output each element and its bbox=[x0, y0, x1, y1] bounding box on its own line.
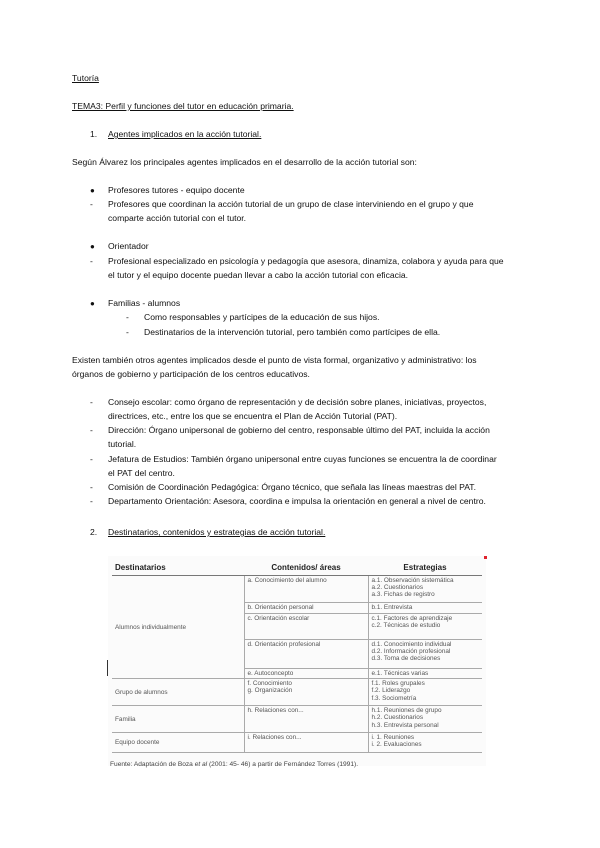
strategies-table bbox=[112, 558, 482, 753]
tutorial-strategies-table bbox=[108, 556, 486, 766]
dash-marker: - bbox=[90, 397, 93, 407]
dash-marker: - bbox=[90, 482, 93, 492]
recipient-cell: Familia bbox=[112, 706, 244, 733]
doc-title: Tutoría bbox=[72, 73, 99, 83]
section2-title: Destinatarios, contenidos y estrategias de acción tutorial. bbox=[108, 527, 326, 537]
dash-marker: - bbox=[126, 327, 129, 337]
table-row bbox=[112, 576, 482, 603]
dash-marker: - bbox=[90, 256, 93, 266]
group-title-counselor: Orientador bbox=[108, 241, 149, 251]
table-row bbox=[112, 679, 482, 706]
organ-item-line: Comisión de Coordinación Pedagógica: Órgano técnico, que señala las líneas maestras del PAT. bbox=[108, 482, 476, 492]
table-source-caption bbox=[110, 761, 358, 768]
group-families-item: Como responsables y partícipes de la educación de sus hijos. bbox=[144, 312, 380, 322]
organ-item-line: Departamento Orientación: Asesora, coordina e impulsa la orientación en general a nivel de centro. bbox=[108, 496, 486, 506]
group-title-families: Familias - alumnos bbox=[108, 298, 181, 308]
theme-heading: TEMA3: Perfil y funciones del tutor en educación primaria. bbox=[72, 101, 294, 111]
organ-item-line: Dirección: Órgano unipersonal de gobierno del centro, responsable último del PAT, incluida la acción bbox=[108, 425, 490, 435]
organ-item-line: Jefatura de Estudios: También órgano unipersonal entre cuyas funciones se encuentra la de coordinar bbox=[108, 454, 497, 464]
content-cell: f. Conocimiento g. Organización bbox=[244, 679, 368, 706]
bullet-icon: ● bbox=[90, 299, 95, 308]
organ-item-line: el PAT del centro. bbox=[108, 468, 175, 478]
dash-marker: - bbox=[90, 199, 93, 209]
section1-title: Agentes implicados en la acción tutorial. bbox=[108, 129, 262, 139]
organ-item-line: Consejo escolar: como órgano de representación y de decisión sobre planes, iniciativas, proyectos, bbox=[108, 397, 487, 407]
strategy-cell: i. 1. Reuniones i. 2. Evaluaciones bbox=[368, 733, 482, 753]
bullet-icon: ● bbox=[90, 186, 95, 195]
header-strategies: Estrategias bbox=[368, 558, 482, 576]
paragraph-line: órganos de gobierno y participación de los centros educativos. bbox=[72, 369, 310, 379]
strategy-cell: h.1. Reuniones de grupo h.2. Cuestionarios h.3. Entrevista personal bbox=[368, 706, 482, 733]
content-cell: e. Autoconcepto bbox=[244, 669, 368, 679]
image-corner-mark bbox=[484, 556, 487, 559]
recipient-cell: Alumnos individualmente bbox=[112, 576, 244, 679]
content-cell: c. Orientación escolar bbox=[244, 614, 368, 640]
recipient-cell: Grupo de alumnos bbox=[112, 679, 244, 706]
source-text: Fuente: Adaptación de Boza bbox=[110, 761, 195, 768]
dash-marker: - bbox=[90, 496, 93, 506]
bullet-icon: ● bbox=[90, 242, 95, 251]
content-cell: h. Relaciones con... bbox=[244, 706, 368, 733]
group-counselor-line: Profesional especializado en psicología y pedagogía que asesora, dinamiza, colabora y ayuda para que bbox=[108, 256, 504, 266]
strategy-cell: d.1. Conocimiento individual d.2. Información profesional d.3. Toma de decisiones bbox=[368, 640, 482, 669]
strategy-cell: f.1. Roles grupales f.2. Liderazgo f.3. Sociometría bbox=[368, 679, 482, 706]
source-text: (2001: 45- 46) a partir de Fernández Torres (1991). bbox=[207, 761, 359, 768]
group-teachers-line: comparte acción tutorial con el tutor. bbox=[108, 213, 247, 223]
group-counselor-line: el tutor y el equipo docente puedan llevar a cabo la acción tutorial con eficacia. bbox=[108, 270, 409, 280]
organ-item-line: directrices, etc., entre los que se encuentra el Plan de Acción Tutorial (PAT). bbox=[108, 411, 398, 421]
dash-marker: - bbox=[126, 312, 129, 322]
source-etal: et al bbox=[194, 761, 208, 768]
paragraph-line: Existen también otros agentes implicados desde el punto de vista formal, organizativo y administrativo: los bbox=[72, 355, 477, 365]
table-row bbox=[112, 733, 482, 753]
intro-paragraph: Según Álvarez los principales agentes implicados en el desarrollo de la acción tutorial son: bbox=[72, 157, 417, 167]
strategy-cell: b.1. Entrevista bbox=[368, 603, 482, 614]
recipient-cell: Equipo docente bbox=[112, 733, 244, 753]
header-recipients: Destinatarios bbox=[112, 558, 244, 576]
content-cell: d. Orientación profesional bbox=[244, 640, 368, 669]
content-cell: a. Conocimiento del alumno bbox=[244, 576, 368, 603]
dash-marker: - bbox=[90, 425, 93, 435]
section1-number: 1. bbox=[90, 129, 98, 139]
strategy-cell: a.1. Observación sistemática a.2. Cuestionarios a.3. Fichas de registro bbox=[368, 576, 482, 603]
section2-number: 2. bbox=[90, 527, 98, 537]
group-title-teachers: Profesores tutores - equipo docente bbox=[108, 185, 245, 195]
strategy-cell: e.1. Técnicas varias bbox=[368, 669, 482, 679]
dash-marker: - bbox=[90, 454, 93, 464]
table-row bbox=[112, 706, 482, 733]
content-cell: i. Relaciones con... bbox=[244, 733, 368, 753]
group-teachers-line: Profesores que coordinan la acción tutorial de un grupo de clase interviniendo en el grupo y que bbox=[108, 199, 474, 209]
organ-item-line: tutorial. bbox=[108, 439, 137, 449]
content-cell: b. Orientación personal bbox=[244, 603, 368, 614]
group-families-item: Destinatarios de la intervención tutorial, pero también como partícipes de ella. bbox=[144, 327, 441, 337]
header-contents: Contenidos/ áreas bbox=[244, 558, 368, 576]
strategy-cell: c.1. Factores de aprendizaje c.2. Técnicas de estudio bbox=[368, 614, 482, 640]
